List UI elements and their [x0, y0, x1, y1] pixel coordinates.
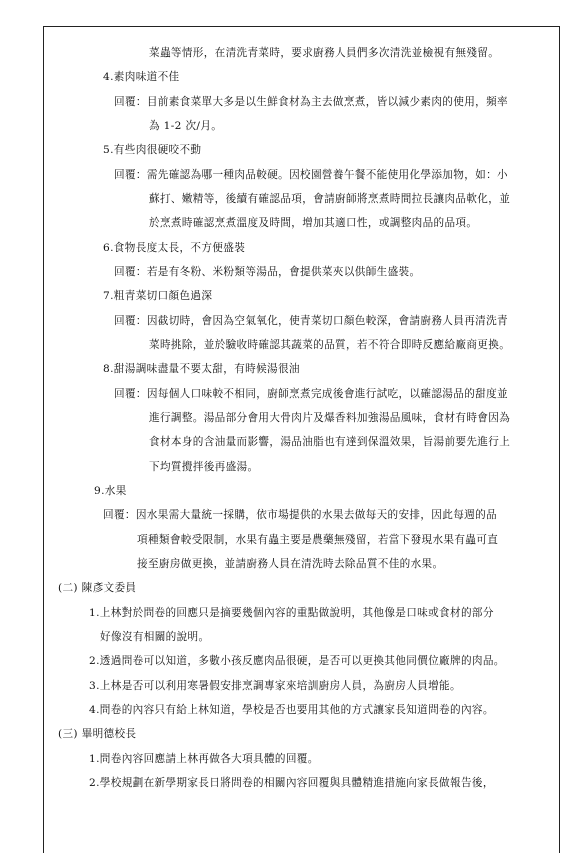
text-line: 2.透過問卷可以知道，多數小孩反應肉品很硬，是否可以更換其他同價位廠牌的肉品。 [89, 655, 505, 667]
text-line: 菜蟲等情形，在清洗青菜時，要求廚務人員們多次清洗並檢視有無殘留。 [149, 47, 500, 59]
text-line: 4.問卷的內容只有給上林知道，學校是否也要用其他的方式讓家長知道問卷的內容。 [89, 704, 494, 716]
text-line: 1.上林對於問卷的回應只是摘要幾個內容的重點做說明，其他像是口味或食材的部分 [89, 607, 494, 619]
text-line: 下均質攪拌後再盛湯。 [149, 461, 259, 473]
text-line: 回覆：因水果需大量統一採購，依市場提供的水果去做每天的安排，因此每週的品 [103, 509, 497, 521]
text-line: 3.上林是否可以利用寒暑假安排烹調專家來培訓廚房人員，為廚房人員增能。 [89, 680, 461, 692]
text-line: 回覆：目前素食菜單大多是以生鮮食材為主去做烹煮，皆以減少素肉的使用，頻率 [114, 96, 508, 108]
text-line: 項種類會較受限制，水果有蟲主要是農藥無殘留，若當下發現水果有蟲可直 [137, 534, 499, 546]
item-heading: 7.粗青菜切口顏色過深 [103, 290, 213, 302]
item-heading: 5.有些肉很硬咬不動 [103, 144, 202, 156]
section-heading: (三) 畢明德校長 [58, 728, 137, 740]
item-heading: 6.食物長度太長，不方便盛裝 [103, 242, 246, 254]
text-line: 接至廚房做更換，並請廚務人員在清洗時去除品質不佳的水果。 [137, 558, 444, 570]
text-line: 回覆：因截切時，會因為空氣氧化，使青菜切口顏色較深，會請廚務人員再清洗青 [114, 315, 508, 327]
text-line: 回覆：需先確認為哪一種肉品較硬。因校園營養午餐不能使用化學添加物，如：小 [114, 169, 508, 181]
text-line: 1.問卷內容回應請上林再做各大項具體的回覆。 [89, 753, 319, 765]
text-line: 回覆：若是有冬粉、米粉類等湯品，會提供菜夾以供師生盛裝。 [114, 266, 421, 278]
text-line: 回覆：因每個人口味較不相同，廚師烹煮完成後會進行試吃，以確認湯品的甜度並 [114, 388, 508, 400]
text-line: 好像沒有相關的說明。 [100, 631, 210, 643]
text-line: 蘇打、嫩精等，後續有確認品項，會請廚師將烹煮時間拉長讓肉品軟化，並 [149, 193, 511, 205]
text-line: 食材本身的含油量而影響，湯品油脂也有達到保溫效果，旨湯前要先進行上 [149, 436, 511, 448]
text-line: 菜時挑除，並於驗收時確認其蔬菜的品質，若不符合即時反應給廠商更換。 [149, 339, 511, 351]
item-heading: 9.水果 [94, 485, 127, 497]
text-line: 進行調整。湯品部分會用大骨肉片及爆香料加強湯品風味，食材有時會因為 [149, 412, 511, 424]
text-line: 2.學校規劃在新學期家長日將問卷的相關內容回覆與具體精進措施向家長做報告後， [89, 777, 494, 789]
section-heading: (二) 陳彥文委員 [58, 582, 137, 594]
item-heading: 4.素肉味道不佳 [103, 71, 180, 83]
text-line: 為 1-2 次/月。 [149, 120, 223, 132]
text-line: 於烹煮時確認烹煮溫度及時間，增加其適口性，或調整肉品的品項。 [149, 217, 478, 229]
item-heading: 8.甜湯調味盡量不要太甜，有時候湯很油 [103, 363, 300, 375]
